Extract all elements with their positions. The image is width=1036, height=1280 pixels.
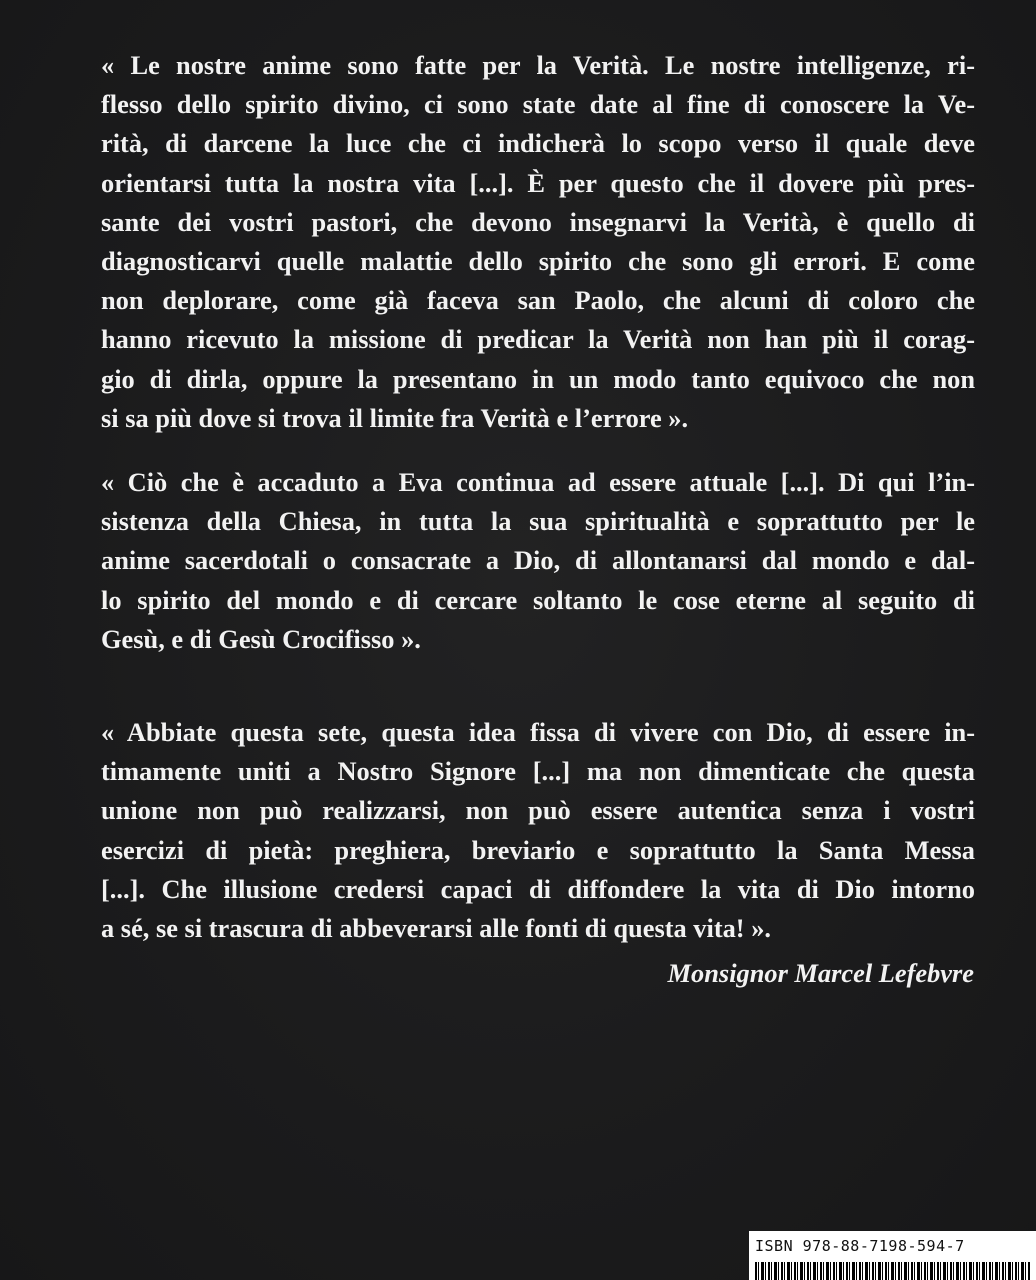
quote-line: rità, di darcene la luce che ci indicherà lo scopo verso il quale deve: [101, 128, 975, 159]
quote-line: « Ciò che è accaduto a Eva continua ad essere attuale [...]. Di qui l’in-: [101, 467, 975, 497]
quote-sete: [101, 713, 975, 948]
quote-line: esercizi di pietà: preghiera, breviario e soprattutto la Santa Messa: [101, 834, 975, 865]
quote-line: flesso dello spirito divino, ci sono state date al fine di conoscere la Ve-: [101, 89, 975, 120]
quote-eva: [101, 463, 975, 659]
quote-line: non deplorare, come già faceva san Paolo, che alcuni di coloro che: [101, 285, 975, 316]
quote-line: sistenza della Chiesa, in tutta la sua spiritualità e soprattutto per le: [101, 506, 975, 537]
quote-line: gio di dirla, oppure la presentano in un modo tanto equivoco che non: [101, 363, 975, 394]
isbn-barcode-label: [749, 1231, 1036, 1280]
quote-line: unione non può realizzarsi, non può essere autentica senza i vostri: [101, 795, 975, 826]
isbn-number: ISBN 978-88-7198-594-7: [755, 1237, 965, 1255]
quote-line: « Abbiate questa sete, questa idea fissa di vivere con Dio, di essere in-: [101, 717, 975, 747]
barcode-icon: [755, 1262, 1030, 1280]
quote-line: orientarsi tutta la nostra vita [...]. È per questo che il dovere più pres-: [101, 167, 975, 198]
quote-line: Gesù, e di Gesù Crocifisso ».: [101, 623, 421, 654]
quote-line: « Le nostre anime sono fatte per la Verità. Le nostre intelligenze, ri-: [101, 50, 975, 80]
quote-line: si sa più dove si trova il limite fra Verità e l’errore ».: [101, 402, 689, 433]
quote-line: diagnosticarvi quelle malattie dello spirito che sono gli errori. E come: [101, 246, 975, 277]
quote-verita: [101, 46, 975, 438]
quote-line: [...]. Che illusione credersi capaci di diffondere la vita di Dio intorno: [101, 873, 975, 904]
quote-line: a sé, se si trascura di abbeverarsi alle fonti di questa vita! ».: [101, 913, 771, 944]
quote-line: lo spirito del mondo e di cercare soltanto le cose eterne al seguito di: [101, 584, 975, 615]
quote-line: anime sacerdotali o consacrate a Dio, di allontanarsi dal mondo e dal-: [101, 545, 975, 576]
quote-line: hanno ricevuto la missione di predicar la Verità non han più il corag-: [101, 324, 975, 355]
quote-line: timamente uniti a Nostro Signore [...] ma non dimenticate che questa: [101, 756, 975, 787]
author-signature: Monsignor Marcel Lefebvre: [667, 958, 974, 988]
quote-line: sante dei vostri pastori, che devono insegnarvi la Verità, è quello di: [101, 206, 975, 237]
